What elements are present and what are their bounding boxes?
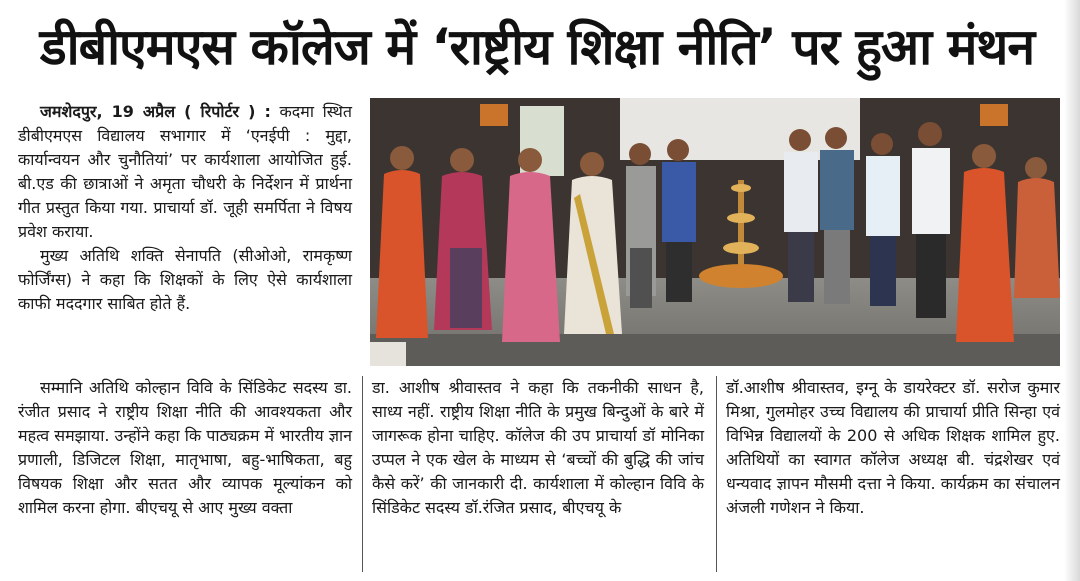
- person-5: [626, 143, 656, 308]
- lamp-base-flowers: [699, 264, 783, 288]
- column-middle: [372, 376, 704, 520]
- decor-emblem-left: [480, 104, 508, 126]
- dateline: जमशेदपुर, 19 अप्रैल ( रिपोर्टर ) :: [40, 102, 271, 121]
- photo-illustration: [370, 98, 1060, 366]
- event-photo: [370, 98, 1060, 366]
- column-right: [726, 376, 1060, 520]
- person-9: [866, 133, 900, 306]
- paragraph-4: डा. आशीष श्रीवास्तव ने कहा कि तकनीकी साधन है, साध्य नहीं. राष्ट्रीय शिक्षा नीति के प्रमुख बिन्दुओं के बारे में जागरूक होना चाहिए. कॉलेज की उप प्राचार्या डॉ मोनिका उप्पल ने एक खेल के माध्यम से ‘बच्चों की बुद्धि की जांच कैसे करें’ की जानकारी दी. कार्यशाला में कोल्हान विवि के सिंडिकेट सदस्य डॉ.रंजित प्रसाद, बीएचयू के: [372, 378, 704, 517]
- person-8: [820, 127, 854, 304]
- person-10: [912, 122, 950, 318]
- column-divider: [716, 376, 717, 572]
- paragraph-5: डॉ.आशीष श्रीवास्तव, इग्नू के डायरेक्टर डॉ. सरोज कुमार मिश्रा, गुलमोहर उच्च विद्यालय की प्राचार्या प्रीति सिन्हा एवं विभिन्न विद्यालयों के 200 से अधिक शिक्षक शामिल हुए. अतिथियों का स्वागत कॉलेज अध्यक्ष बी. चंद्रशेखर एवं धन्यवाद ज्ञापन मौसमी दत्ता ने किया. कार्यक्रम का संचालन अंजली गणेशन ने किया.: [726, 378, 1060, 517]
- column-left-bottom: [18, 376, 352, 520]
- page-edge-shadow: [1064, 0, 1080, 581]
- column-left-top: [18, 100, 352, 316]
- lamp-top: [731, 184, 751, 192]
- paragraph-1-text: कदमा स्थित डीबीएमएस विद्यालय सभागार में ‘एनईपी : मुद्दा, कार्यान्वयन और चुनौतियां’ पर कार्यशाला आयोजित हुई. बी.एड की छात्राओं ने अमृता चौधरी के निर्देशन में प्रार्थना गीत प्रस्तुत किया गया. प्राचार्या डॉ. जूही समर्पिता ने विषय प्रवेश कराया.: [18, 102, 352, 241]
- foreground-paper: [370, 342, 406, 366]
- person-6: [662, 139, 696, 302]
- column-divider: [362, 376, 363, 572]
- lead-paragraph: [18, 100, 352, 244]
- headline: डीबीएमएस कॉलेज में ‘राष्ट्रीय शिक्षा नीति’ पर हुआ मंथन: [39, 18, 1035, 76]
- lamp-middle: [727, 213, 755, 223]
- person-7: [784, 129, 818, 302]
- decor-emblem-right: [980, 104, 1008, 126]
- paragraph-3: सम्मानि अतिथि कोल्हान विवि के सिंडिकेट सदस्य डा. रंजीत प्रसाद ने राष्ट्रीय शिक्षा नीति की आवश्यकता और महत्व समझाया. उन्होंने कहा कि पाठ्यक्रम में भारतीय ज्ञान प्रणाली, डिजिटल शिक्षा, मातृभाषा, बहु-भाषिकता, बहु विषयक शिक्षा और सतत और व्यापक मूल्यांकन को शामिल करना होगा. बीएचयू से आए मुख्य वक्ता: [18, 378, 352, 517]
- paragraph-2: मुख्य अतिथि शक्ति सेनापति (सीओओ, रामकृष्ण फोर्जिंग्स) ने कहा कि शिक्षकों के लिए ऐसे कार्यशाला काफी मददगार साबित होते हैं.: [18, 246, 352, 313]
- lamp-lower: [723, 242, 759, 254]
